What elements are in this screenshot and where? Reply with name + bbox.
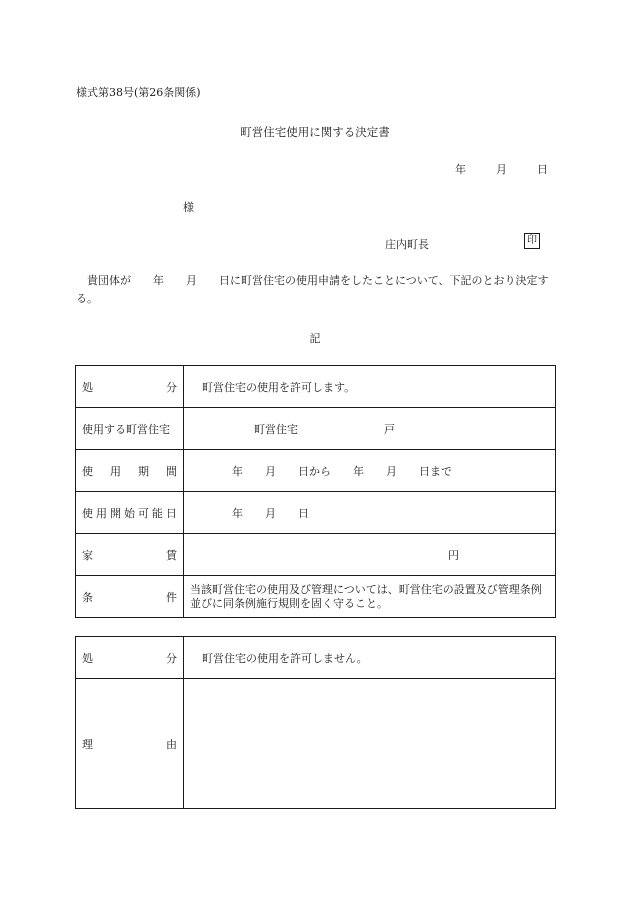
deny-disposition-value: 町営住宅の使用を許可しません。 [184, 637, 556, 679]
label-start-date [82, 505, 177, 521]
label-disposition [82, 650, 177, 666]
label-char: 期 [138, 464, 149, 478]
date-year: 年 [455, 163, 466, 176]
conditions-value [184, 576, 556, 618]
label-char: 処 [82, 651, 93, 665]
label-char: 分 [166, 651, 177, 665]
table-row [76, 492, 556, 534]
row-label: 使用する町営住宅 [76, 408, 184, 450]
date-month: 月 [496, 163, 507, 176]
row-label [76, 576, 184, 618]
table-row [76, 366, 556, 408]
conditions-text: 当該町営住宅の使用及び管理については、町営住宅の設置及び管理条例並びに同条例施行規則を固く守ること。 [190, 582, 542, 610]
label-char: 賃 [166, 548, 177, 562]
body-text: 貴団体が 年 月 日に町営住宅の使用申請をしたことについて、下記のとおり決定する。 [76, 274, 549, 305]
disposition-value: 町営住宅の使用を許可します。 [184, 366, 556, 408]
label-char: 理 [82, 737, 93, 751]
label-period [82, 463, 177, 479]
row-label [76, 534, 184, 576]
document-title: 町営住宅使用に関する決定書 [240, 125, 390, 139]
label-char: 分 [166, 380, 177, 394]
period-value: 年 月 日から 年 月 日まで [184, 450, 556, 492]
label-char: 始 [124, 506, 135, 520]
addressee-suffix: 様 [183, 201, 194, 214]
label-char: 由 [166, 737, 177, 751]
form-number: 様式第38号(第26条関係) [76, 86, 201, 99]
start-date-value: 年 月 日 [184, 492, 556, 534]
row-label [76, 492, 184, 534]
label-char: 開 [110, 506, 121, 520]
label-char: 可 [138, 506, 149, 520]
row-label [76, 637, 184, 679]
table-row [76, 576, 556, 618]
label-reason [82, 736, 177, 752]
row-label [76, 366, 184, 408]
permit-table [75, 365, 556, 618]
table-row [76, 408, 556, 450]
label-conditions [82, 589, 177, 605]
label-char: 能 [152, 506, 163, 520]
label-disposition [82, 379, 177, 395]
label-char: 間 [166, 464, 177, 478]
housing-units: 戸 [384, 422, 395, 436]
row-label [76, 450, 184, 492]
label-char: 使 [82, 506, 93, 520]
table-row [76, 450, 556, 492]
row-label [76, 679, 184, 809]
date-line [455, 161, 548, 177]
table-row [76, 637, 556, 679]
rent-value: 円 [184, 534, 556, 576]
seal-mark: 印 [524, 233, 540, 249]
deny-table [75, 636, 556, 809]
label-rent [82, 547, 177, 563]
table-row [76, 679, 556, 809]
issuer-name: 庄内町長 [385, 238, 429, 251]
label-char: 家 [82, 548, 93, 562]
date-day: 日 [537, 163, 548, 176]
housing-name: 町営住宅 [254, 422, 298, 436]
label-char: 用 [96, 506, 107, 520]
table-row [76, 534, 556, 576]
label-char: 用 [110, 464, 121, 478]
label-char: 日 [166, 506, 177, 520]
housing-value [184, 408, 556, 450]
ki-heading: 記 [309, 332, 321, 345]
label-char: 使 [82, 464, 93, 478]
label-char: 処 [82, 380, 93, 394]
reason-value[interactable] [184, 679, 556, 809]
label-char: 条 [82, 590, 93, 604]
label-char: 件 [166, 590, 177, 604]
